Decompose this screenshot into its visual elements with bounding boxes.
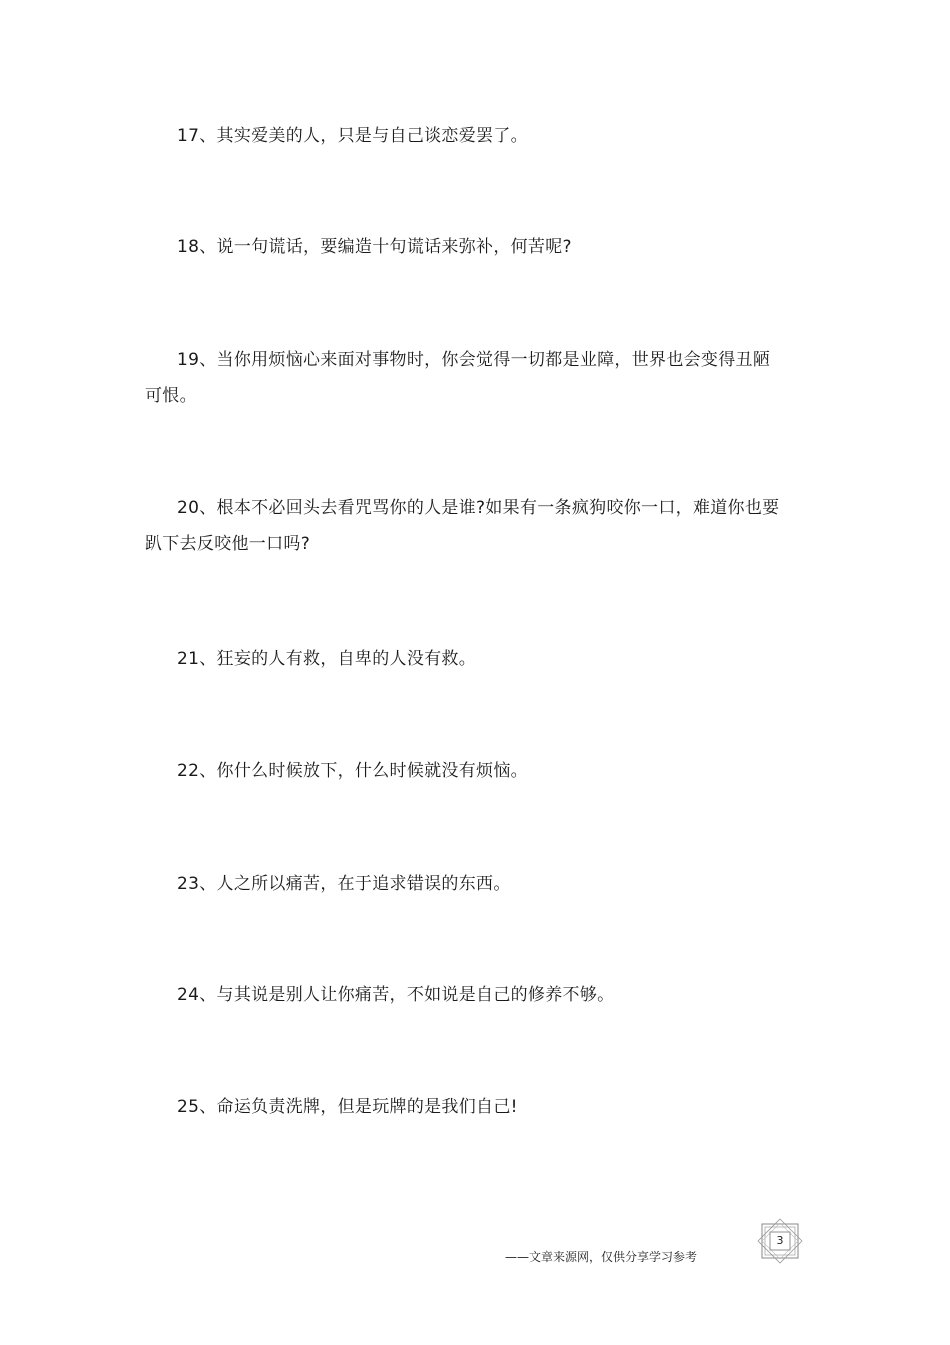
footer-source-note: ——文章来源网，仅供分享学习参考 bbox=[505, 1250, 698, 1264]
quote-paragraph-22: 22、你什么时候放下，什么时候就没有烦恼。 bbox=[177, 761, 528, 781]
quote-paragraph-19: 19、当你用烦恼心来面对事物时，你会觉得一切都是业障，世界也会变得丑陋可恨。 bbox=[145, 350, 771, 406]
quote-paragraph-23: 23、人之所以痛苦，在于追求错误的东西。 bbox=[177, 874, 511, 894]
quote-paragraph-24: 24、与其说是别人让你痛苦，不如说是自己的修养不够。 bbox=[177, 985, 615, 1005]
quote-paragraph-25: 25、命运负责洗牌，但是玩牌的是我们自己! bbox=[177, 1097, 518, 1117]
page-number: 3 bbox=[776, 1234, 784, 1247]
quote-paragraph-20: 20、根本不必回头去看咒骂你的人是谁?如果有一条疯狗咬你一口，难道你也要趴下去反咬他一口吗? bbox=[145, 498, 780, 554]
quote-paragraph-18: 18、说一句谎话，要编造十句谎话来弥补，何苦呢? bbox=[177, 237, 572, 257]
quote-paragraph-21: 21、狂妄的人有救，自卑的人没有救。 bbox=[177, 649, 477, 669]
page-number-badge bbox=[754, 1218, 806, 1264]
quote-paragraph-17: 17、其实爱美的人，只是与自己谈恋爱罢了。 bbox=[177, 126, 528, 146]
